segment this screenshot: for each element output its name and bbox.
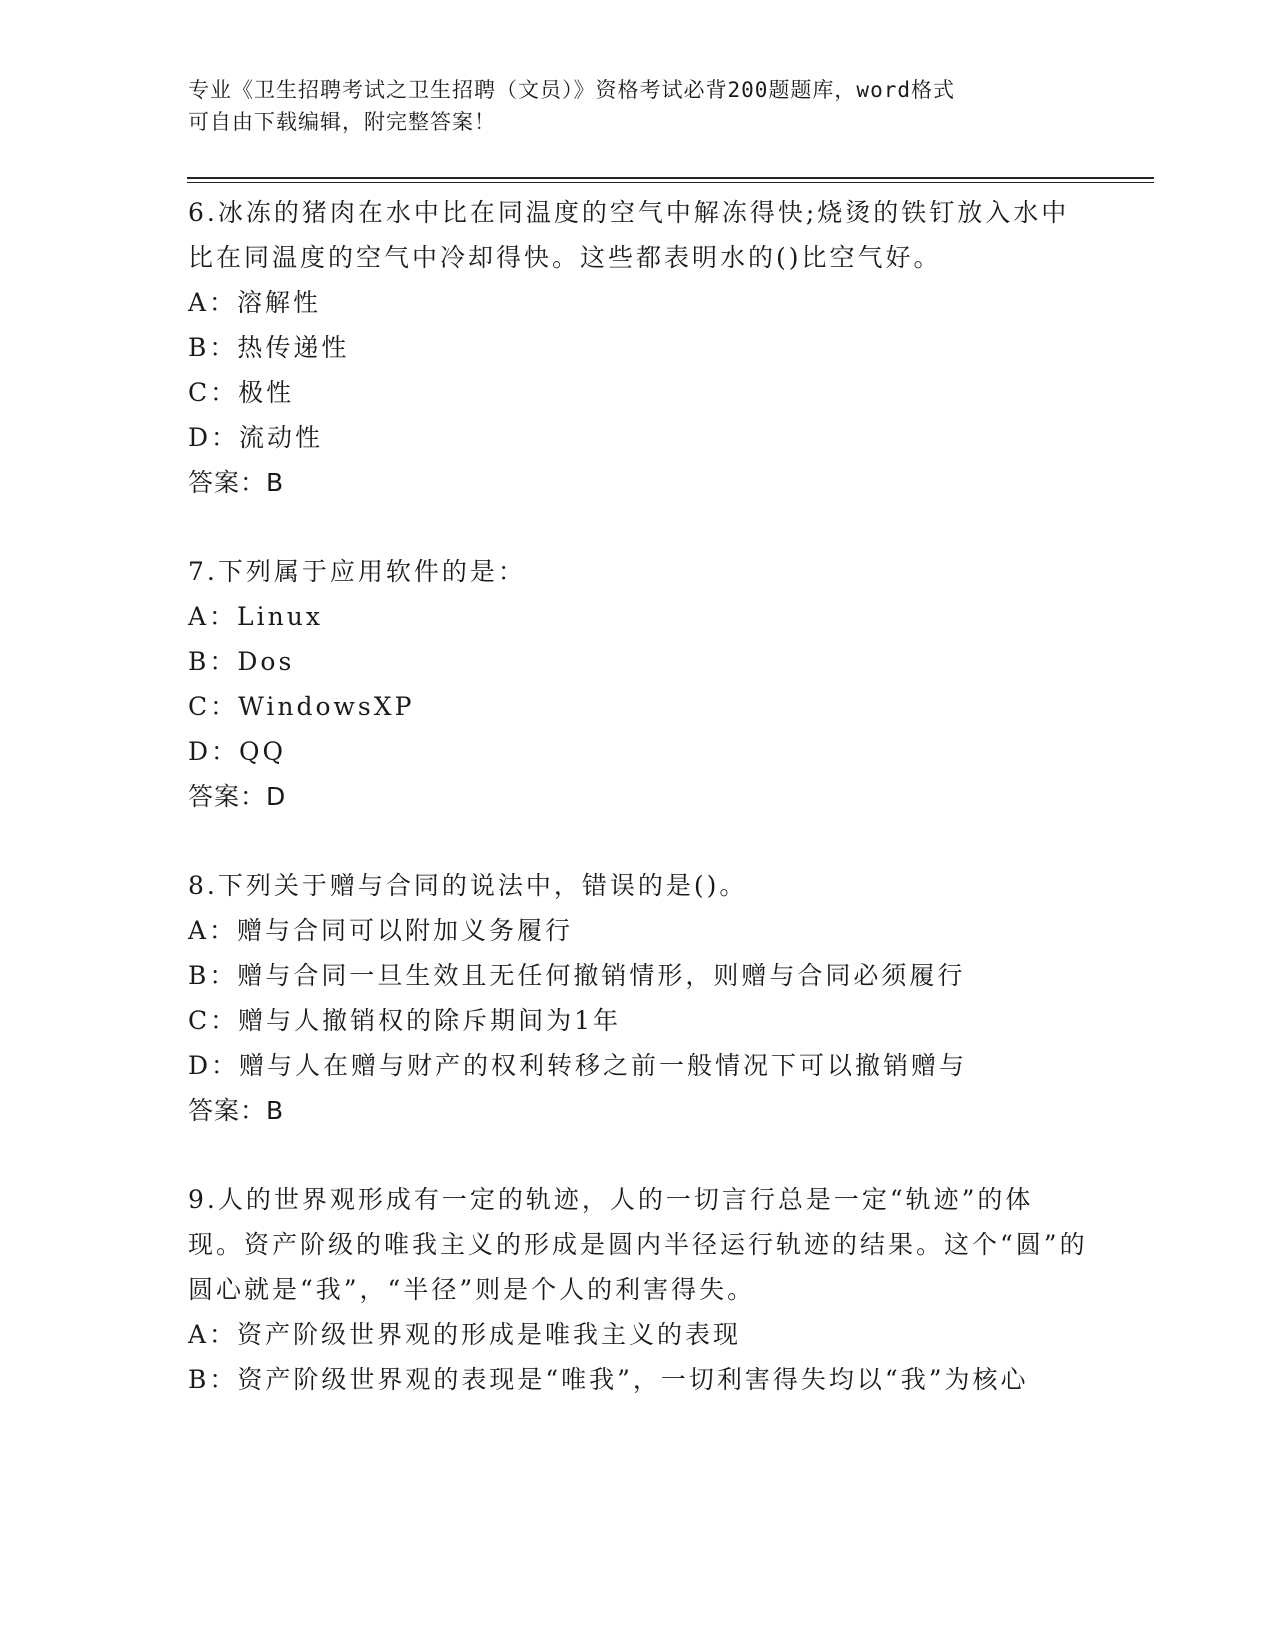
question-7 bbox=[188, 549, 1088, 819]
option-d: D：赠与人在赠与财产的权利转移之前一般情况下可以撤销赠与 bbox=[188, 1051, 968, 1080]
answer: 答案：D bbox=[188, 782, 287, 811]
option-b: B：资产阶级世界观的表现是“唯我”，一切利害得失均以“我”为核心 bbox=[188, 1365, 1029, 1394]
option-b: B：赠与合同一旦生效且无任何撤销情形，则赠与合同必须履行 bbox=[188, 961, 966, 990]
answer: 答案：B bbox=[188, 468, 285, 497]
header-divider-thick bbox=[187, 177, 1154, 179]
option-b: B：Dos bbox=[188, 647, 295, 676]
option-c: C：WindowsXP bbox=[188, 692, 415, 721]
question-6 bbox=[188, 190, 1088, 505]
document-header: 专业《卫生招聘考试之卫生招聘（文员）》资格考试必背200题题库，word格式 可自由下载编辑，附完整答案！ bbox=[188, 78, 955, 134]
option-c: C：赠与人撤销权的除斥期间为1年 bbox=[188, 1006, 622, 1035]
answer: 答案：B bbox=[188, 1096, 285, 1125]
question-text: 9.人的世界观形成有一定的轨迹，人的一切言行总是一定“轨迹”的体现。资产阶级的唯我主义的形成是圆内半径运行轨迹的结果。这个“圆”的圆心就是“我”，“半径”则是个人的利害得失。 bbox=[188, 1185, 1088, 1304]
option-d: D：QQ bbox=[188, 737, 287, 766]
option-a: A：溶解性 bbox=[188, 288, 322, 317]
option-a: A：资产阶级世界观的形成是唯我主义的表现 bbox=[188, 1320, 742, 1349]
option-a: A：Linux bbox=[188, 602, 323, 631]
option-a: A：赠与合同可以附加义务履行 bbox=[188, 916, 574, 945]
header-divider-thin bbox=[187, 182, 1154, 183]
question-9 bbox=[188, 1177, 1088, 1402]
question-8 bbox=[188, 863, 1088, 1133]
question-text: 6.冰冻的猪肉在水中比在同温度的空气中解冻得快;烧烫的铁钉放入水中比在同温度的空气中冷却得快。这些都表明水的()比空气好。 bbox=[188, 198, 1070, 272]
option-b: B：热传递性 bbox=[188, 333, 350, 362]
option-c: C：极性 bbox=[188, 378, 295, 407]
question-list bbox=[188, 190, 1088, 1446]
option-d: D：流动性 bbox=[188, 423, 324, 452]
question-text: 7.下列属于应用软件的是： bbox=[188, 557, 526, 586]
question-text: 8.下列关于赠与合同的说法中，错误的是()。 bbox=[188, 871, 748, 900]
